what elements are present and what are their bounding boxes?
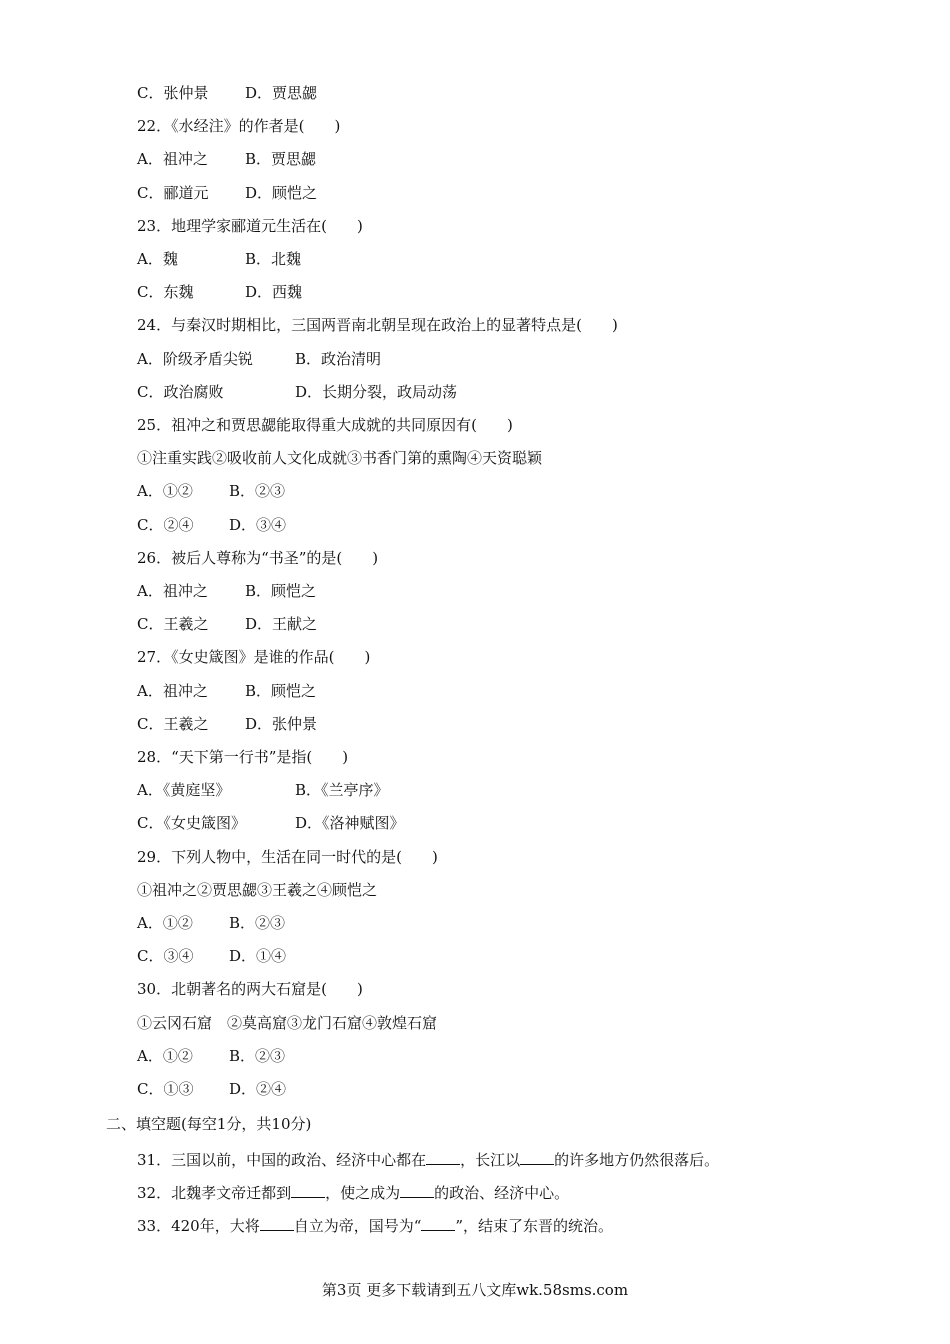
option-left: A．①②: [137, 1047, 193, 1065]
option-right: B．北魏: [245, 250, 302, 268]
q26-opts-ab: [137, 581, 317, 601]
option-left: A．祖冲之: [137, 150, 208, 168]
option-right: B．②③: [229, 1047, 286, 1065]
q28-opts-cd: [137, 813, 405, 833]
option-right: D．顾恺之: [245, 184, 318, 202]
option-right: D．张仲景: [245, 715, 318, 733]
q25: 25．祖冲之和贾思勰能取得重大成就的共同原因有( ): [137, 416, 513, 434]
q30-opts-ab: [137, 1046, 286, 1066]
option-left: C．政治腐败: [137, 383, 224, 401]
blank: [426, 1149, 460, 1165]
option-right: B．政治清明: [295, 350, 382, 368]
q30-opts-cd: [137, 1079, 287, 1099]
option-right: B．顾恺之: [245, 582, 317, 600]
q22-opts-cd: [137, 183, 318, 203]
q25-opts-ab: [137, 481, 286, 501]
blank: [260, 1215, 294, 1231]
blank: [291, 1182, 325, 1198]
option-left: A．阶级矛盾尖锐: [137, 350, 253, 368]
option-right: D．《洛神赋图》: [295, 814, 405, 832]
section-title-fill-in: 二、填空题(每空1分，共10分): [106, 1115, 312, 1133]
option-left: C．东魏: [137, 283, 194, 301]
q26: 26．被后人尊称为“书圣”的是( ): [137, 549, 379, 567]
option-left: A．①②: [137, 482, 193, 500]
option-left: C．王羲之: [137, 615, 209, 633]
option-left: A．①②: [137, 914, 193, 932]
option-left: C．张仲景: [137, 84, 209, 102]
q26-opts-cd: [137, 614, 318, 634]
option-left: C．②④: [137, 516, 194, 534]
blank: [400, 1182, 434, 1198]
option-right: D．王献之: [245, 615, 318, 633]
option-left: A．祖冲之: [137, 582, 208, 600]
q24-opts-ab: [137, 349, 382, 369]
option-left: C．《女史箴图》: [137, 814, 246, 832]
q23: 23．地理学家郦道元生活在( ): [137, 217, 363, 235]
option-right: B．《兰亭序》: [295, 781, 389, 799]
option-right: B．顾恺之: [245, 682, 317, 700]
q23-opts-cd: [137, 282, 303, 302]
option-right: D．西魏: [245, 283, 303, 301]
q29-opts-cd: [137, 946, 287, 966]
q23-opts-ab: [137, 249, 302, 269]
q30-items: ①云冈石窟 ②莫高窟③龙门石窟④敦煌石窟: [137, 1014, 438, 1032]
option-left: C．王羲之: [137, 715, 209, 733]
q30: 30．北朝著名的两大石窟是( ): [137, 980, 363, 998]
option-left: C．③④: [137, 947, 194, 965]
option-right: D．②④: [229, 1080, 287, 1098]
question-32: 32．北魏孝文帝迁都到 ，使之成为 的政治、经济中心。: [137, 1184, 570, 1202]
option-left: A．魏: [137, 250, 178, 268]
question-33: 33．420年，大将 自立为帝，国号为“ ”，结束了东晋的统治。: [137, 1217, 614, 1235]
q22-opts-ab: [137, 149, 317, 169]
q22: 22．《水经注》的作者是( ): [137, 117, 341, 135]
q29-opts-ab: [137, 913, 286, 933]
q29-items: ①祖冲之②贾思勰③王羲之④顾恺之: [137, 881, 378, 899]
q28-opts-ab: [137, 780, 389, 800]
q24-opts-cd: [137, 382, 458, 402]
blank: [520, 1149, 554, 1165]
q27-opts-ab: [137, 681, 317, 701]
q25-items: ①注重实践②吸收前人文化成就③书香门第的熏陶④天资聪颖: [137, 449, 543, 467]
option-right: B．贾思勰: [245, 150, 317, 168]
option-right: D．③④: [229, 516, 287, 534]
option-left: C．①③: [137, 1080, 194, 1098]
option-right: D．长期分裂，政局动荡: [295, 383, 458, 401]
option-right: D．①④: [229, 947, 287, 965]
q25-opts-cd: [137, 515, 287, 535]
question-31: 31．三国以前，中国的政治、经济中心都在 ，长江以 的许多地方仍然很落后。: [137, 1151, 720, 1169]
option-left: A．祖冲之: [137, 682, 208, 700]
blank: [421, 1215, 455, 1231]
q29: 29．下列人物中，生活在同一时代的是( ): [137, 848, 438, 866]
q24: 24．与秦汉时期相比，三国两晋南北朝呈现在政治上的显著特点是( ): [137, 316, 618, 334]
option-right: B．②③: [229, 914, 286, 932]
q27: 27．《女史箴图》是谁的作品( ): [137, 648, 371, 666]
option-right: D．贾思勰: [245, 84, 318, 102]
option-right: B．②③: [229, 482, 286, 500]
q27-opts-cd: [137, 714, 318, 734]
page-footer: 第3页 更多下载请到五八文库wk.58sms.com: [321, 1281, 629, 1299]
option-left: C．郦道元: [137, 184, 209, 202]
q21-opts-cd: [137, 83, 318, 103]
q28: 28．“天下第一行书”是指( ): [137, 748, 349, 766]
option-left: A．《黄庭坚》: [137, 781, 231, 799]
